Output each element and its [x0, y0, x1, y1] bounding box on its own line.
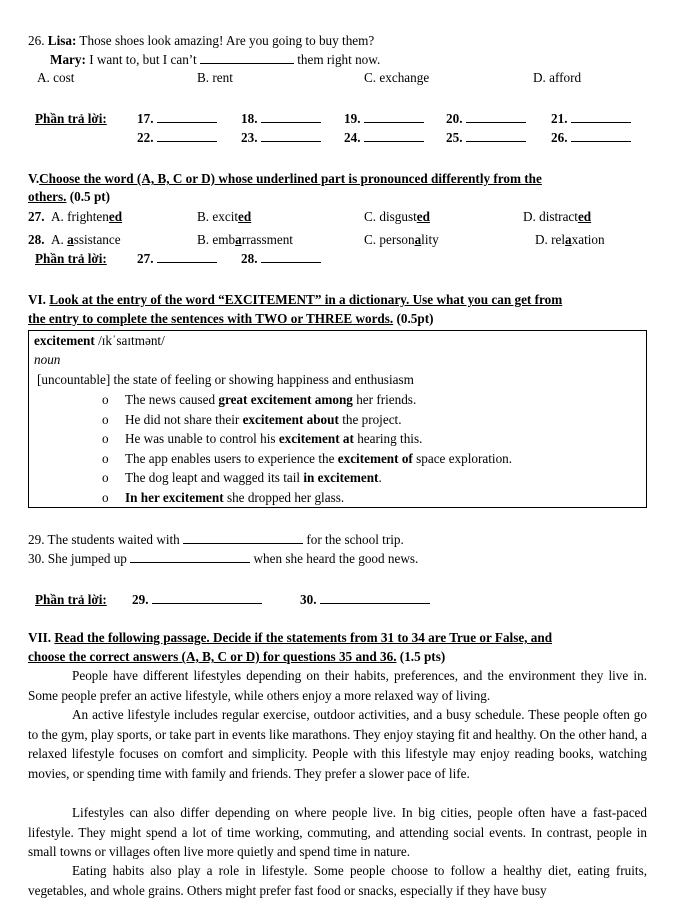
section7-title-line2: choose the correct answers (A, B, C or D) for questions 35 and 36. (1.5 pts) — [28, 649, 446, 664]
example-segment: The news caused — [125, 392, 219, 407]
q30-line: 30. She jumped up when she heard the good news. — [28, 551, 419, 566]
q26-speaker-lisa: Lisa: — [47, 33, 77, 48]
q27-option-d[interactable]: D. distracted — [523, 209, 592, 224]
answer-20[interactable]: 20. — [446, 109, 526, 129]
answer-label-3: Phần trả lời: — [35, 592, 107, 607]
entry-part-of-speech: noun — [34, 352, 61, 367]
q26-lisa-text: Those shoes look amazing! Are you going to buy them? — [79, 33, 375, 48]
q29-line: 29. The students waited with for the school trip. — [28, 532, 404, 547]
q26-blank[interactable] — [200, 51, 294, 64]
example-segment: in excitement — [303, 470, 379, 486]
q27-number: 27. — [28, 209, 45, 224]
passage-paragraph-3: Lifestyles can also differ depending on where people live. In big cities, people often have a fast-paced lifestyle. They might spend a lot of time working, commuting, and attending social events. In contrast, people in small towns or villages often live more quietly and spend time in nature. — [28, 805, 647, 859]
example-segment: hearing this. — [353, 431, 423, 447]
answer-30[interactable]: 30. — [300, 590, 430, 610]
q28-number: 28. — [28, 232, 45, 247]
example-bullet-icon: o — [102, 392, 109, 407]
answer-25[interactable]: 25. — [446, 128, 526, 148]
section6-title-line1: VI. Look at the entry of the word “EXCITEMENT” in a dictionary. Use what you can get from — [28, 292, 563, 307]
entry-phonetic: /ɪkˈsaɪtmənt/ — [98, 333, 165, 348]
answer-label-1: Phần trả lời: — [35, 111, 107, 126]
answer-27[interactable]: 27. — [137, 249, 217, 269]
entry-example-1 — [125, 390, 416, 410]
q26-line2 — [50, 50, 380, 70]
example-segment: great excitement among — [218, 392, 353, 407]
entry-example-5 — [125, 468, 382, 488]
example-bullet-icon: o — [102, 470, 109, 486]
example-segment: He did not share their — [125, 411, 243, 427]
entry-example-6 — [125, 488, 344, 508]
entry-example-2 — [125, 410, 402, 430]
example-segment: the project. — [338, 411, 402, 427]
entry-example-4 — [125, 449, 512, 469]
section5-title-line2: others. (0.5 pt) — [28, 189, 111, 204]
entry-word: excitement — [34, 333, 95, 348]
q26-speaker-mary: Mary: — [50, 52, 86, 67]
example-segment: excitement of — [337, 450, 413, 466]
example-segment: space exploration. — [412, 450, 513, 466]
section6-title-line2: the entry to complete the sentences with TWO or THREE words. (0.5pt) — [28, 311, 434, 326]
q28-option-a[interactable]: A. assistance — [51, 232, 121, 247]
q28-option-c[interactable]: C. personality — [364, 232, 439, 247]
example-bullet-icon: o — [102, 411, 109, 427]
example-segment: excitement at — [278, 431, 354, 447]
answer-24[interactable]: 24. — [344, 128, 424, 148]
example-bullet-icon: o — [102, 450, 109, 466]
entry-headword — [34, 331, 165, 351]
entry-definition: [uncountable] the state of feeling or showing happiness and enthusiasm — [37, 372, 414, 387]
q26-mary-text-before: I want to, but I can’t — [89, 52, 197, 67]
example-segment: . — [378, 470, 382, 486]
example-segment: her friends. — [352, 392, 417, 407]
q26-option-c[interactable]: C. exchange — [364, 70, 430, 85]
q27-option-c[interactable]: C. disgusted — [364, 209, 430, 224]
answer-label-2: Phần trả lời: — [35, 251, 107, 266]
example-bullet-icon: o — [102, 490, 109, 505]
example-segment: The app enables users to experience the — [125, 450, 338, 466]
answer-21[interactable]: 21. — [551, 109, 631, 129]
example-segment: The dog leapt and wagged its tail — [125, 470, 304, 486]
q26-mary-text-after: them right now. — [297, 52, 381, 67]
answer-18[interactable]: 18. — [241, 109, 321, 129]
answer-19[interactable]: 19. — [344, 109, 424, 129]
example-bullet-icon: o — [102, 431, 109, 447]
q29-blank[interactable] — [183, 531, 303, 544]
passage-paragraph-2: An active lifestyle includes regular exercise, outdoor activities, and a busy schedule. These people often go to the gym, play sports, or take part in events like marathons. They enjoy staying fit and healthy. On the other hand, a relaxed lifestyle focuses on comfort and simplicity. People with this lifestyle may enjoy reading books, watching movies, or spending time with family and friends. They prefer a slower pace of life. — [28, 707, 647, 781]
q26-option-b[interactable]: B. rent — [197, 70, 233, 85]
answer-22[interactable]: 22. — [137, 128, 217, 148]
q28-option-d[interactable]: D. relaxation — [535, 232, 605, 247]
section5-title-line1: V.Choose the word (A, B, C or D) whose underlined part is pronounced differently from the — [28, 171, 542, 186]
answer-26[interactable]: 26. — [551, 128, 631, 148]
passage-paragraph-4: Eating habits also play a role in lifestyle. Some people choose to follow a healthy diet, eating fruits, vegetables, and whole grains. Others might prefer fast food or snacks, especially if they have busy — [28, 863, 647, 898]
section7-title-line1: VII. Read the following passage. Decide if the statements from 31 to 34 are True or False, and — [28, 630, 553, 645]
q26-option-a[interactable]: A. cost — [37, 70, 75, 85]
q28-option-b[interactable]: B. embarrassment — [197, 232, 293, 247]
passage-paragraph-1: People have different lifestyles depending on their habits, preferences, and the environment they live in. Some people prefer an active lifestyle, while others enjoy a more relaxed way of living. — [28, 668, 647, 703]
q30-blank[interactable] — [130, 550, 250, 563]
answer-28[interactable]: 28. — [241, 249, 321, 269]
answer-29[interactable]: 29. — [132, 590, 262, 610]
example-segment: In her excitement — [125, 490, 224, 505]
entry-example-3 — [125, 429, 422, 449]
q26-line1 — [28, 31, 374, 51]
q27-option-a[interactable]: A. frightened — [51, 209, 123, 224]
example-segment: He was unable to control his — [125, 431, 279, 447]
example-segment: she dropped her glass. — [223, 490, 345, 505]
q27-option-b[interactable]: B. excited — [197, 209, 252, 224]
q26-number: 26. — [28, 33, 45, 48]
q26-option-d[interactable]: D. afford — [533, 70, 582, 85]
answer-17[interactable]: 17. — [137, 109, 217, 129]
example-segment: excitement about — [242, 411, 339, 427]
answer-23[interactable]: 23. — [241, 128, 321, 148]
